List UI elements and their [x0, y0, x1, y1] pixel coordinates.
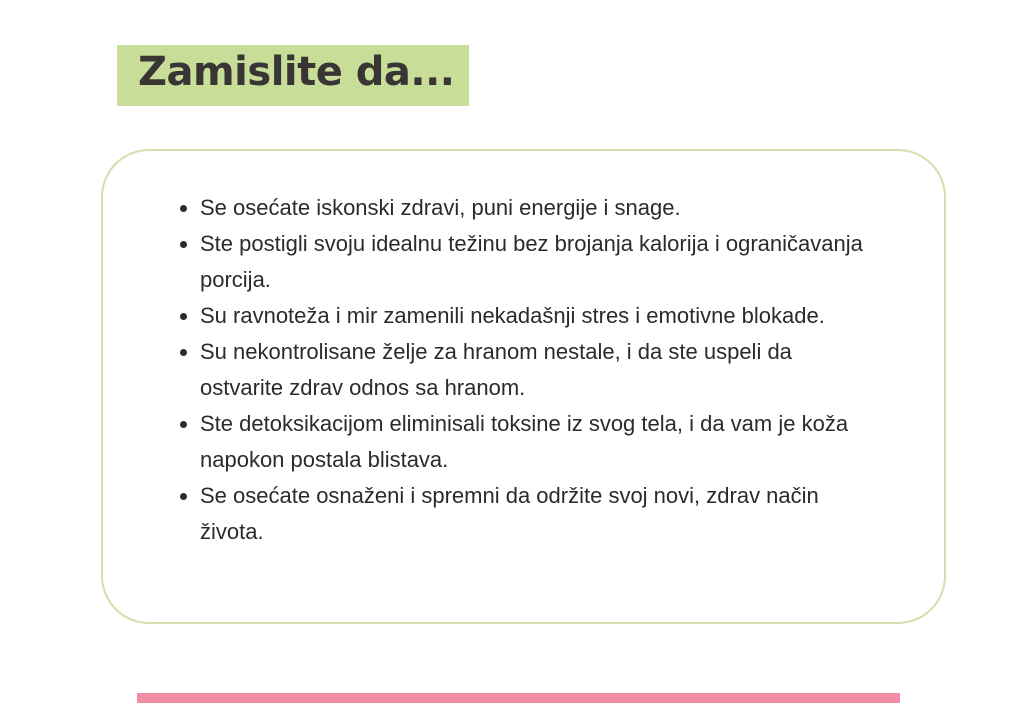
bullet-item — [180, 190, 880, 226]
bullet-text: Ste detoksikacijom eliminisali toksine iz svog tela, i da vam je koža napokon postala blistava. — [200, 411, 849, 472]
bullet-item — [180, 298, 880, 334]
bullet-text: Su ravnoteža i mir zamenili nekadašnji stres i emotivne blokade. — [200, 303, 825, 328]
title-banner — [117, 45, 469, 106]
bullet-text: Se osećate iskonski zdravi, puni energije i snage. — [200, 195, 681, 220]
page-title: Zamislite da... — [138, 49, 455, 95]
bullet-item — [180, 226, 880, 298]
bullet-dot-icon — [180, 421, 187, 428]
bullet-item — [180, 334, 880, 406]
bullet-text: Se osećate osnaženi i spremni da održite svoj novi, zdrav način života. — [200, 483, 819, 544]
bullet-dot-icon — [180, 493, 187, 500]
bullet-text: Su nekontrolisane želje za hranom nestale, i da ste uspeli da ostvarite zdrav odnos sa hranom. — [200, 339, 792, 400]
bullet-dot-icon — [180, 241, 187, 248]
bullet-list — [180, 190, 880, 550]
bullet-text: Ste postigli svoju idealnu težinu bez brojanja kalorija i ograničavanja porcija. — [200, 231, 863, 292]
bullet-dot-icon — [180, 313, 187, 320]
bullet-dot-icon — [180, 205, 187, 212]
decorative-bottom-bar — [137, 693, 900, 703]
bullet-dot-icon — [180, 349, 187, 356]
bullet-item — [180, 406, 880, 478]
bullet-item — [180, 478, 880, 550]
